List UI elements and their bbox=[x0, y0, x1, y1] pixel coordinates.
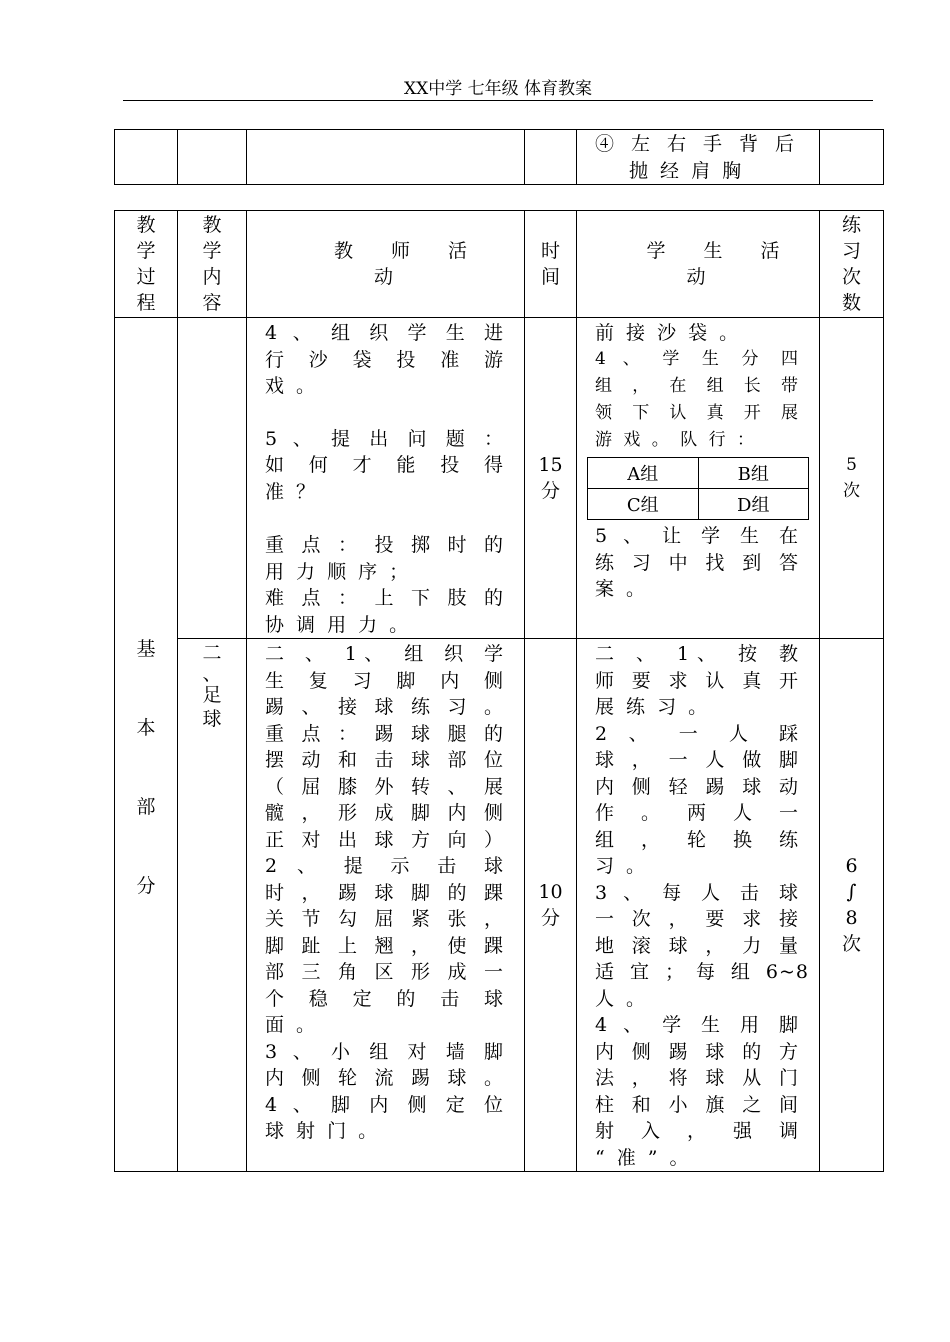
row2-content-cell: 二 、 足 球 bbox=[178, 639, 247, 1172]
row2-student-line: 二 、 1、 按 教 bbox=[595, 643, 801, 665]
cont-cell-process bbox=[115, 130, 178, 185]
row1-teacher-line: 准 ？ bbox=[265, 480, 319, 503]
section-label-char: 本 bbox=[136, 717, 156, 739]
row2-student-line: 展 练 习 。 bbox=[595, 696, 711, 718]
lesson-plan-table bbox=[114, 210, 884, 1172]
col-header-process: 教 学 过 程 bbox=[115, 211, 178, 318]
row1-student-cell bbox=[577, 318, 820, 639]
row2-teacher-line: 踢 、 接 球 练 习 。 bbox=[265, 696, 506, 718]
cont-cell-time bbox=[525, 130, 577, 185]
col-header-student: 学 生 活 动 bbox=[577, 211, 820, 318]
group-b: B组 bbox=[698, 458, 809, 489]
row2-teacher-line: 髋 ， 形 成 脚 内 侧 bbox=[265, 802, 506, 824]
row2-student-line: 内 侧 轻 踢 球 动 bbox=[595, 775, 801, 798]
row2-student-line: 射 入 ， 强 调 bbox=[595, 1120, 801, 1142]
row2-teacher-line: 3 、 小 组 对 墙 脚 bbox=[265, 1040, 506, 1063]
col-header-time: 时 间 bbox=[525, 211, 577, 318]
row2-time-cell: 10 分 bbox=[525, 639, 577, 1172]
row2-student-line: 习 。 bbox=[595, 855, 649, 877]
continuation-table bbox=[114, 129, 884, 185]
row2-teacher-line: 4 、 脚 内 侧 定 位 bbox=[265, 1093, 506, 1116]
cont-cell-count bbox=[820, 130, 884, 185]
row2-student-line: 4 、 学 生 用 脚 bbox=[595, 1014, 801, 1036]
row2-student-line: “ 准 ” 。 bbox=[595, 1146, 692, 1169]
row1-teacher-line: 难 点 ： 上 下 肢 的 bbox=[265, 587, 506, 609]
row2-teacher-line: 2 、 提 示 击 球 bbox=[265, 855, 506, 877]
row2-teacher-line: 正 对 出 球 方 向 ） bbox=[265, 828, 506, 851]
row2-teacher-line: 部 三 角 区 形 成 一 bbox=[265, 961, 506, 983]
row1-teacher-line: 戏 。 bbox=[265, 375, 319, 397]
row1-student-line: 5 、 让 学 生 在 bbox=[595, 525, 801, 547]
row2-teacher-line: 内 侧 轮 流 踢 球 。 bbox=[265, 1067, 506, 1089]
row2-student-line: 球 ， 一 人 做 脚 bbox=[595, 749, 801, 771]
row1-teacher-line: 如 何 才 能 投 得 bbox=[265, 454, 506, 476]
header-rule bbox=[123, 100, 873, 101]
table-header-row bbox=[115, 211, 884, 318]
section-label-cell bbox=[115, 318, 178, 1172]
row2-teacher-line: 生 复 习 脚 内 侧 bbox=[265, 669, 506, 692]
row2-teacher-line: 脚 趾 上 翘 ， 使 踝 bbox=[265, 934, 506, 957]
row1-teacher-line: 5 、 提 出 问 题 ： bbox=[265, 427, 506, 450]
row1-student-line: 练 习 中 找 到 答 bbox=[595, 551, 801, 574]
row1-student-line: 4 、 学 生 分 四 bbox=[595, 349, 801, 369]
row2-student-line: 内 侧 踢 球 的 方 bbox=[595, 1040, 801, 1063]
row2-student-line: 2 、 一 人 踩 bbox=[595, 722, 801, 745]
row1-teacher-line: 4 、 组 织 学 生 进 bbox=[265, 322, 506, 344]
row2-teacher-line: 时 ， 踢 球 脚 的 踝 bbox=[265, 881, 506, 904]
row2-student-line: 地 滚 球 ， 力 量 bbox=[595, 934, 801, 957]
row1-count-cell: 5 次 bbox=[820, 318, 884, 639]
row2-student-line: 师 要 求 认 真 开 bbox=[595, 669, 801, 692]
row1-student-line: 游 戏 。 队 行 ： bbox=[595, 430, 758, 450]
cont-cell-teacher bbox=[247, 130, 525, 185]
row2-teacher-line: 关 节 勾 屈 紧 张 ， bbox=[265, 908, 506, 930]
page-header: XX中学 七年级 体育教案 bbox=[403, 79, 592, 99]
group-d: D组 bbox=[698, 489, 809, 520]
row2-student-line: 组 ， 轮 换 练 bbox=[595, 828, 801, 851]
row2-student-line: 一 次 ， 要 求 接 bbox=[595, 908, 801, 930]
row1-teacher-line: 协 调 用 力 。 bbox=[265, 613, 412, 636]
row1-student-line: 案 。 bbox=[595, 578, 649, 600]
section-label-char: 基 bbox=[136, 638, 156, 660]
section-label-char: 部 bbox=[136, 796, 156, 818]
group-grid bbox=[587, 457, 809, 520]
row1-content-cell bbox=[178, 318, 247, 639]
student-fragment-line1: ④ 左 右 手 背 后 bbox=[595, 133, 797, 155]
group-c: C组 bbox=[588, 489, 699, 520]
row2-teacher-line: 二 、 1、 组 织 学 bbox=[265, 643, 506, 665]
row2-count-cell: 6 ∫ 8 次 bbox=[820, 639, 884, 1172]
row1-student-line: 前 接 沙 袋 。 bbox=[595, 322, 742, 344]
row2-student-line: 3 、 每 人 击 球 bbox=[595, 881, 801, 904]
col-header-teacher: 教 师 活 动 bbox=[247, 211, 525, 318]
row1-teacher-line: 重 点 ： 投 掷 时 的 bbox=[265, 534, 506, 556]
row2-student-line: 法 ， 将 球 从 门 bbox=[595, 1067, 801, 1089]
row2-student-line: 人 。 bbox=[595, 987, 649, 1010]
row2-teacher-line: 摆 动 和 击 球 部 位 bbox=[265, 749, 506, 771]
table-row bbox=[115, 639, 884, 1172]
row2-teacher-cell bbox=[247, 639, 525, 1172]
row1-student-line: 领 下 认 真 开 展 bbox=[595, 403, 801, 423]
row2-student-line: 适 宜 ； 每 组 6~8 bbox=[595, 961, 809, 983]
row1-student-line: 组 ， 在 组 长 带 bbox=[595, 376, 801, 396]
row2-teacher-line: 球 射 门 。 bbox=[265, 1120, 381, 1142]
col-header-count: 练 习 次 数 bbox=[820, 211, 884, 318]
row2-student-line: 作 。 两 人 一 bbox=[595, 802, 801, 824]
row1-teacher-line: 用 力 顺 序 ； bbox=[265, 560, 412, 583]
row2-teacher-line: 个 稳 定 的 击 球 bbox=[265, 987, 506, 1010]
group-a: A组 bbox=[588, 458, 699, 489]
cont-cell-content bbox=[178, 130, 247, 185]
row2-student-line: 柱 和 小 旗 之 间 bbox=[595, 1093, 801, 1116]
row1-teacher-line: 行 沙 袋 投 准 游 bbox=[265, 348, 506, 371]
row2-teacher-line: （ 屈 膝 外 转 、 展 bbox=[265, 775, 506, 798]
cont-cell-student bbox=[577, 130, 820, 185]
row2-teacher-line: 重 点 ： 踢 球 腿 的 bbox=[265, 722, 506, 745]
row1-teacher-cell bbox=[247, 318, 525, 639]
row1-time-cell: 15 分 bbox=[525, 318, 577, 639]
section-label-char: 分 bbox=[136, 875, 156, 897]
table-row bbox=[115, 318, 884, 639]
student-fragment-line2: 抛 经 肩 胸 bbox=[629, 159, 745, 182]
row2-student-cell bbox=[577, 639, 820, 1172]
col-header-content: 教 学 内 容 bbox=[178, 211, 247, 318]
row2-teacher-line: 面 。 bbox=[265, 1014, 319, 1036]
